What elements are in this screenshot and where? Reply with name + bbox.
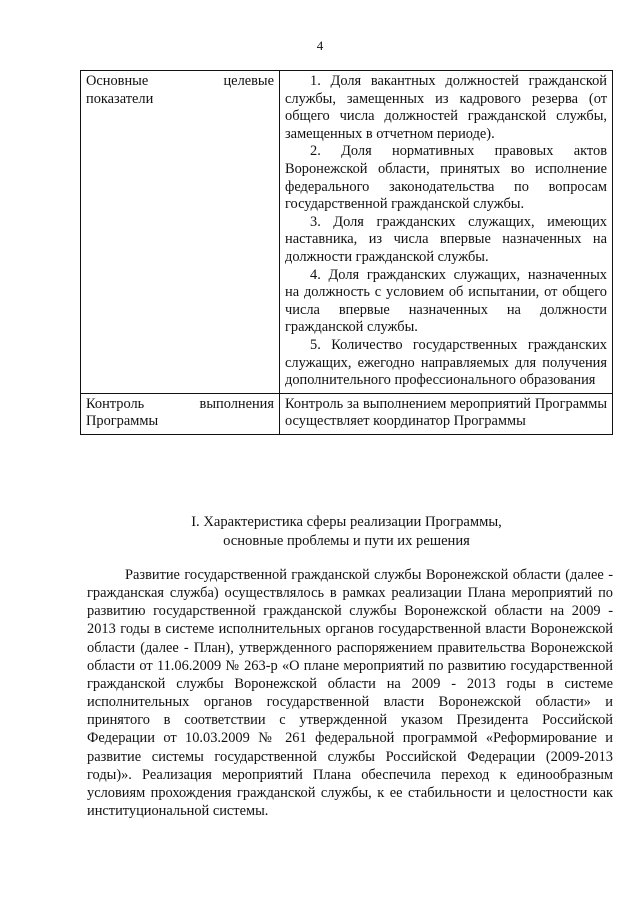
row-label-line: Программы: [86, 413, 159, 430]
row-label-line: Основные целевые: [86, 73, 274, 89]
row-label-line: Контроль выполнения: [86, 395, 274, 412]
table-row-program-control: [81, 393, 613, 434]
page-number: 4: [316, 38, 324, 53]
table-row-target-indicators: [81, 71, 613, 394]
program-passport-table: [80, 70, 613, 435]
indicator-item-1: 1. Доля вакантных должностей гражданской службы, замещенных из кадрового резерва (от общего числа должностей гражданской службы, замещенных в отчетном периоде).: [285, 73, 607, 142]
row-value-program-control: Контроль за выполнением мероприятий Программы осуществляет координатор Программы: [280, 393, 613, 434]
indicator-item-5: 5. Количество государственных гражданских служащих, ежегодно направляемых для получения дополнительного профессионального образования: [285, 336, 607, 389]
section-heading-line-2: основные проблемы и пути их решения: [223, 533, 470, 549]
indicator-item-4: 4. Доля гражданских служащих, назначенных на должность с условием об испытании, от общего числа впервые назначенных на должности гражданской службы.: [285, 266, 607, 336]
row-value-target-indicators: [280, 71, 613, 394]
indicator-item-2: 2. Доля нормативных правовых актов Воронежской области, принятых во исполнение федерального законодательства по вопросам государственной гражданской службы.: [285, 143, 607, 213]
indicator-item-3: 3. Доля гражданских служащих, имеющих наставника, из числа впервые назначенных на должности гражданской службы.: [285, 213, 607, 265]
section-paragraph: Развитие государственной гражданской службы Воронежской области (далее - гражданская служба) осуществлялось в рамках реализации Плана мероприятий по развитию государственной гражданской службы Воронежской области на 2009 - 2013 годы в системе исполнительных органов государственной власти Воронежской области (далее - План), утвержденного распоряжением правительства Воронежской области от 11.06.2009 № 263-р «О плане мероприятий по развитию государственной гражданской службы Воронежской области на 2009 - 2013 годы в системе исполнительных органов государственной власти Воронежской области» и принятого в соответствии с утвержденной указом Президента Российской Федерации от 10.03.2009 № 261 федеральной программой «Реформирование и развитие системы государственной службы Российской Федерации (2009-2013 годы)». Реализация мероприятий Плана обеспечила переход к единообразным условиям прохождения гражданской службы, к ее стабильности и целостности как институциональной системы.: [87, 567, 613, 820]
section-heading-line-1: I. Характеристика сферы реализации Программы,: [191, 514, 502, 530]
section-heading: [80, 513, 613, 551]
row-label-program-control: [81, 393, 280, 434]
row-label-target-indicators: [81, 71, 280, 394]
row-label-line: показатели: [86, 90, 154, 107]
